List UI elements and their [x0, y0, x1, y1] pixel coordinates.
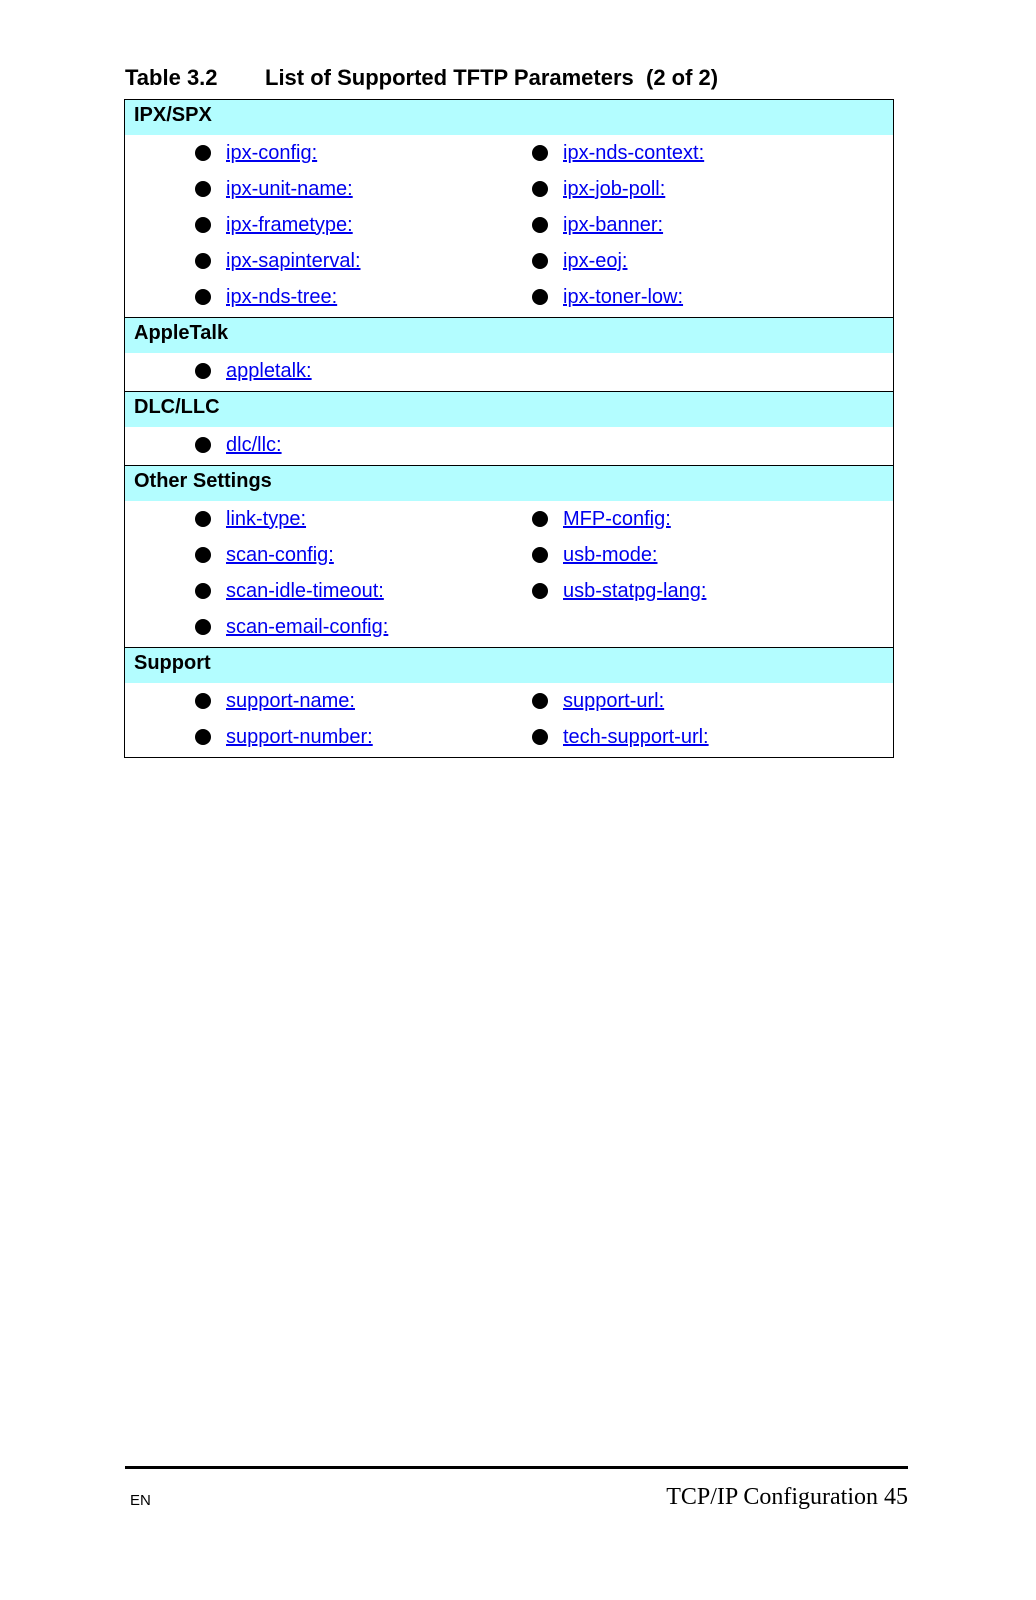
- bullet-icon: [532, 583, 548, 599]
- table-title: List of Supported TFTP Parameters (2 of 2): [265, 65, 719, 90]
- parameter-column-right: [462, 427, 832, 463]
- bullet-icon: [195, 729, 211, 745]
- parameter-column-right: [462, 135, 832, 315]
- list-item: [195, 171, 462, 207]
- section-body: [125, 501, 893, 647]
- list-item: [532, 135, 832, 171]
- list-item: [195, 353, 462, 389]
- bullet-icon: [195, 583, 211, 599]
- bullet-icon: [195, 363, 211, 379]
- bullet-icon: [195, 181, 211, 197]
- bullet-icon: [532, 547, 548, 563]
- table-section: [125, 317, 893, 391]
- parameter-link[interactable]: ipx-banner:: [563, 213, 664, 236]
- list-item: [195, 207, 462, 243]
- parameter-column-left: [125, 353, 462, 389]
- footer-language: EN: [130, 1492, 151, 1509]
- table-section: [125, 465, 893, 647]
- section-body: [125, 427, 893, 465]
- parameter-column-left: [125, 501, 462, 645]
- parameter-link[interactable]: ipx-toner-low:: [563, 285, 684, 308]
- bullet-icon: [195, 145, 211, 161]
- list-item: [195, 279, 462, 315]
- parameter-link[interactable]: usb-mode:: [563, 543, 658, 566]
- parameter-link[interactable]: tech-support-url:: [563, 725, 709, 748]
- parameter-link[interactable]: scan-config:: [226, 543, 334, 566]
- table-section: [125, 100, 893, 317]
- parameter-column-left: [125, 427, 462, 463]
- parameter-link[interactable]: support-name:: [226, 689, 355, 712]
- list-item: [532, 537, 832, 573]
- parameter-link[interactable]: ipx-config:: [226, 141, 318, 164]
- bullet-icon: [195, 217, 211, 233]
- parameter-column-left: [125, 683, 462, 755]
- list-item: [195, 501, 462, 537]
- footer-divider: [125, 1466, 908, 1469]
- table-section: [125, 391, 893, 465]
- footer-page-label: TCP/IP Configuration 45: [666, 1484, 908, 1510]
- list-item: [532, 171, 832, 207]
- bullet-icon: [532, 729, 548, 745]
- bullet-icon: [195, 511, 211, 527]
- parameter-column-right: [462, 501, 832, 645]
- section-heading: AppleTalk: [125, 318, 893, 353]
- parameter-link[interactable]: usb-statpg-lang:: [563, 579, 707, 602]
- list-item: [532, 279, 832, 315]
- section-body: [125, 353, 893, 391]
- parameter-link[interactable]: scan-email-config:: [226, 615, 389, 638]
- list-item: [195, 427, 462, 463]
- bullet-icon: [195, 253, 211, 269]
- parameter-link[interactable]: ipx-frametype:: [226, 213, 353, 236]
- list-item: [195, 683, 462, 719]
- list-item: [532, 243, 832, 279]
- list-item: [195, 719, 462, 755]
- bullet-icon: [195, 289, 211, 305]
- list-item: [532, 719, 832, 755]
- list-item: [195, 243, 462, 279]
- bullet-icon: [532, 693, 548, 709]
- list-item: [532, 501, 832, 537]
- parameter-link[interactable]: dlc/llc:: [226, 433, 282, 456]
- list-item: [532, 573, 832, 609]
- table-caption: [125, 64, 718, 92]
- bullet-icon: [532, 289, 548, 305]
- parameter-column-left: [125, 135, 462, 315]
- list-item: [195, 135, 462, 171]
- parameter-column-right: [462, 683, 832, 755]
- parameter-link[interactable]: ipx-eoj:: [563, 249, 628, 272]
- parameter-column-right: [462, 353, 832, 389]
- bullet-icon: [532, 181, 548, 197]
- bullet-icon: [195, 693, 211, 709]
- list-item: [195, 573, 462, 609]
- bullet-icon: [532, 217, 548, 233]
- parameter-link[interactable]: ipx-sapinterval:: [226, 249, 361, 272]
- section-heading: Other Settings: [125, 466, 893, 501]
- bullet-icon: [532, 511, 548, 527]
- list-item: [532, 683, 832, 719]
- parameter-link[interactable]: link-type:: [226, 507, 307, 530]
- bullet-icon: [532, 253, 548, 269]
- tftp-parameters-table: [124, 99, 894, 758]
- parameter-link[interactable]: ipx-job-poll:: [563, 177, 666, 200]
- parameter-link[interactable]: support-number:: [226, 725, 373, 748]
- bullet-icon: [195, 547, 211, 563]
- section-heading: Support: [125, 648, 893, 683]
- section-body: [125, 135, 893, 317]
- list-item: [532, 207, 832, 243]
- section-heading: IPX/SPX: [125, 100, 893, 135]
- section-body: [125, 683, 893, 757]
- bullet-icon: [195, 619, 211, 635]
- table-section: [125, 647, 893, 757]
- list-item: [195, 537, 462, 573]
- parameter-link[interactable]: appletalk:: [226, 359, 312, 382]
- parameter-link[interactable]: ipx-nds-tree:: [226, 285, 338, 308]
- parameter-link[interactable]: scan-idle-timeout:: [226, 579, 384, 602]
- list-item: [195, 609, 462, 645]
- section-heading: DLC/LLC: [125, 392, 893, 427]
- parameter-link[interactable]: ipx-nds-context:: [563, 141, 705, 164]
- parameter-link[interactable]: MFP-config:: [563, 507, 671, 530]
- table-number: Table 3.2: [125, 65, 218, 90]
- parameter-link[interactable]: ipx-unit-name:: [226, 177, 353, 200]
- bullet-icon: [195, 437, 211, 453]
- bullet-icon: [532, 145, 548, 161]
- parameter-link[interactable]: support-url:: [563, 689, 665, 712]
